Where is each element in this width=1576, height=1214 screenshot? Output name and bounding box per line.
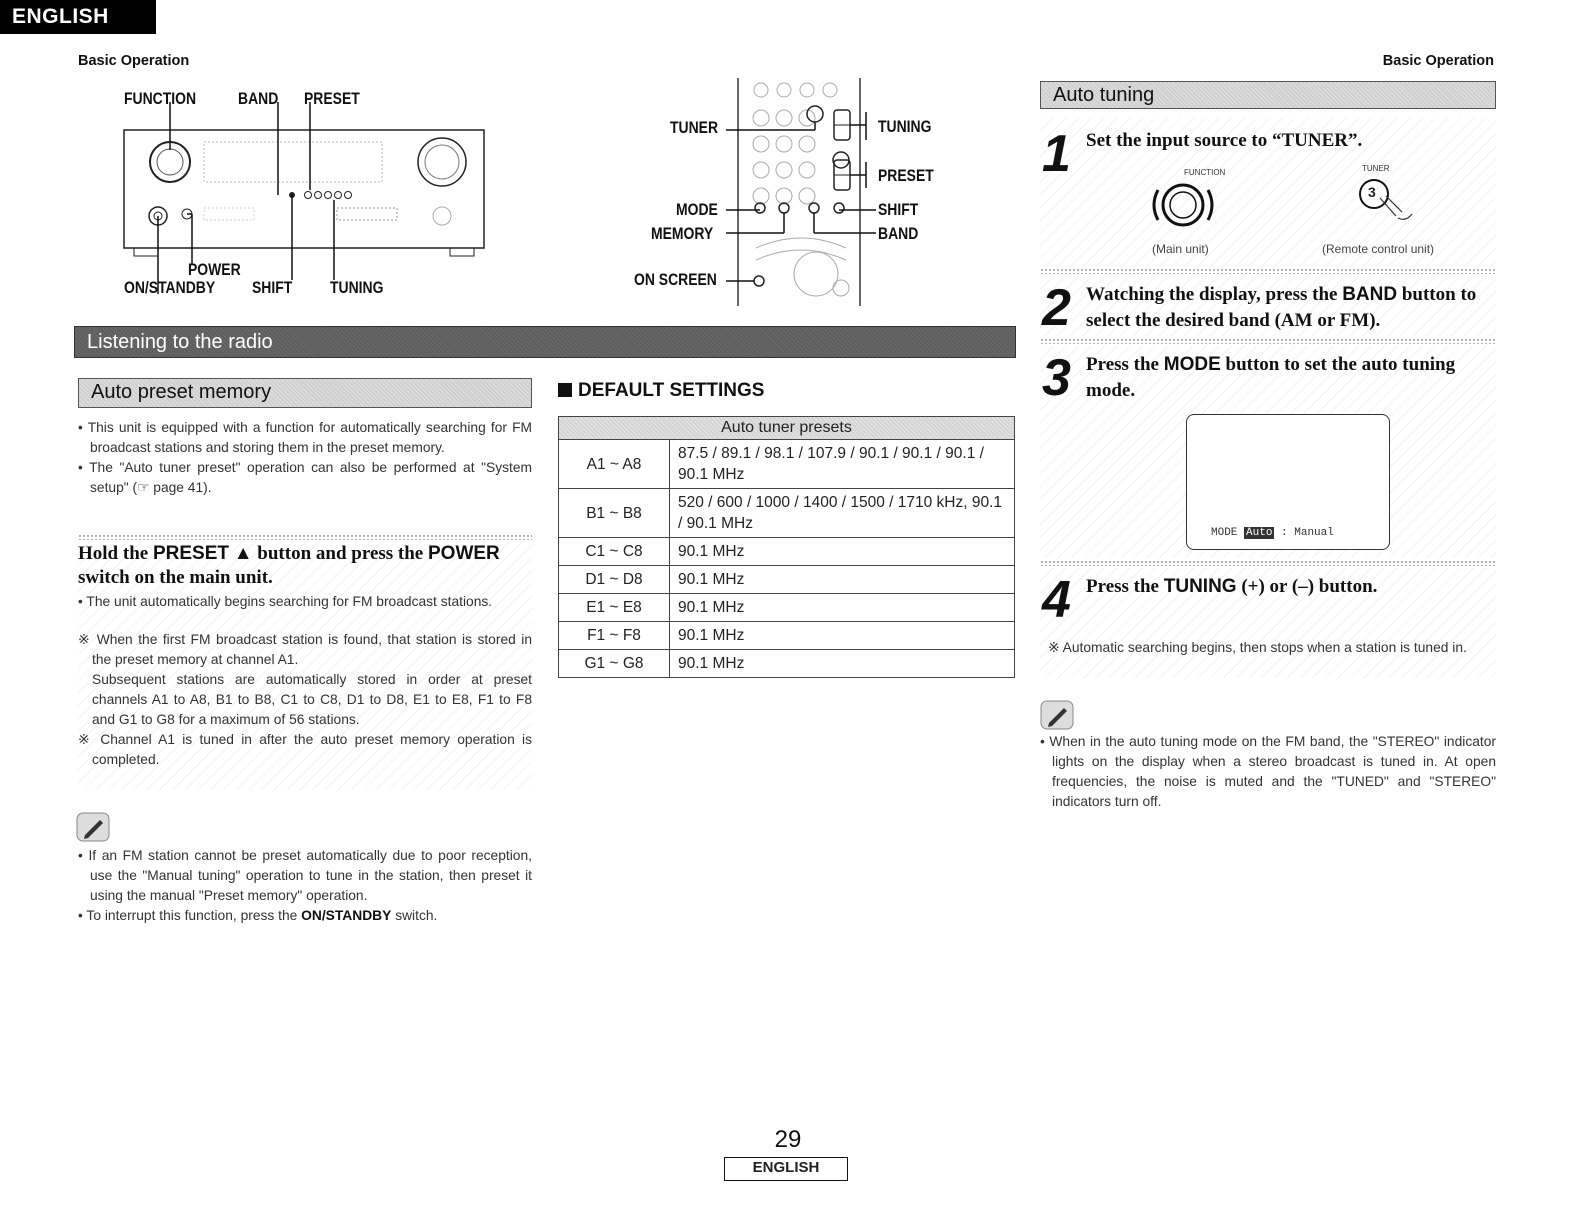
remote-label-on-screen: ON SCREEN bbox=[634, 270, 717, 289]
preset-range-cell: A1 ~ A8 bbox=[559, 440, 670, 489]
remote-label-band: BAND bbox=[878, 224, 919, 243]
auto-tuning-tips bbox=[1040, 732, 1496, 812]
function-small-label: FUNCTION bbox=[1184, 168, 1226, 177]
preset-range-cell: C1 ~ C8 bbox=[559, 538, 670, 566]
step-number: 1 bbox=[1042, 125, 1071, 183]
auto-preset-bullet-1: • This unit is equipped with a function for automatically searching for FM broadcast stations and storing them in the preset memory. bbox=[78, 420, 532, 455]
step-number: 3 bbox=[1042, 349, 1071, 407]
instruction-block bbox=[78, 540, 532, 790]
lcd-auto-indicator: Auto bbox=[1246, 527, 1273, 539]
default-settings-heading: DEFAULT SETTINGS bbox=[558, 380, 764, 402]
note-mark-icon: ※ bbox=[78, 732, 93, 747]
auto-preset-bullet-2: • The "Auto tuner preset" operation can also be performed at "System setup" (☞ page 41). bbox=[78, 460, 532, 495]
step-3 bbox=[1040, 346, 1496, 558]
main-unit-illustration bbox=[112, 82, 512, 302]
preset-values-cell: 520 / 600 / 1000 / 1400 / 1500 / 1710 kHz, 90.1 / 90.1 MHz bbox=[670, 489, 1015, 538]
label-power: POWER bbox=[188, 260, 241, 279]
table-row bbox=[559, 566, 1015, 594]
instruction-bullet: • The unit automatically begins searching for FM broadcast stations. bbox=[78, 594, 493, 609]
tip-1: • If an FM station cannot be preset automatically due to poor reception, use the "Manual tuning" operation to tune in the station, then preset it using the manual "Preset memory" operation. bbox=[78, 848, 532, 903]
pencil-note-icon bbox=[1040, 700, 1074, 730]
step-4 bbox=[1040, 568, 1496, 678]
step-text: Watching the display, press the BAND button to select the desired band (AM or FM). bbox=[1086, 284, 1477, 331]
step-2 bbox=[1040, 276, 1496, 336]
step-text: Press the TUNING (+) or (–) button. bbox=[1086, 576, 1378, 597]
label-function: FUNCTION bbox=[124, 89, 197, 108]
footer-language: ENGLISH bbox=[724, 1157, 848, 1181]
preset-range-cell: D1 ~ D8 bbox=[559, 566, 670, 594]
note-3: ※ Channel A1 is tuned in after the auto preset memory operation is completed. bbox=[78, 732, 532, 767]
language-tab: ENGLISH bbox=[0, 0, 156, 34]
pencil-note-icon bbox=[76, 812, 110, 842]
main-unit-diagram bbox=[112, 82, 512, 302]
remote-diagram bbox=[726, 78, 876, 306]
label-preset: PRESET bbox=[304, 89, 360, 108]
separator bbox=[1040, 268, 1496, 274]
table-row bbox=[559, 650, 1015, 678]
running-head-left: Basic Operation bbox=[78, 53, 190, 69]
label-shift: SHIFT bbox=[252, 278, 293, 297]
remote-illustration bbox=[726, 78, 876, 306]
preset-values-cell: 90.1 MHz bbox=[670, 622, 1015, 650]
table-header: Auto tuner presets bbox=[559, 417, 1015, 440]
remote-key-press-icon bbox=[1346, 170, 1426, 230]
preset-range-cell: G1 ~ G8 bbox=[559, 650, 670, 678]
note-mark-icon: ※ bbox=[1048, 640, 1060, 655]
label-tuning: TUNING bbox=[330, 278, 384, 297]
preset-values-cell: 90.1 MHz bbox=[670, 538, 1015, 566]
preset-values-cell: 90.1 MHz bbox=[670, 594, 1015, 622]
step-text: Set the input source to “TUNER”. bbox=[1086, 130, 1363, 151]
remote-label-mode: MODE bbox=[676, 200, 718, 219]
preset-range-cell: E1 ~ E8 bbox=[559, 594, 670, 622]
tip-1: • When in the auto tuning mode on the FM band, the "STEREO" indicator lights on the display when a stereo broadcast is tuned in. At open frequencies, the noise is muted and the "TUNED" and "STEREO" indicators turn off. bbox=[1040, 734, 1496, 809]
auto-preset-tips bbox=[78, 846, 532, 926]
preset-values-cell: 87.5 / 89.1 / 98.1 / 107.9 / 90.1 / 90.1 / 90.1 / 90.1 MHz bbox=[670, 440, 1015, 489]
running-head-right: Basic Operation bbox=[1382, 53, 1494, 69]
tuner-small-label: TUNER bbox=[1362, 164, 1390, 173]
up-arrow-icon: ▲ bbox=[233, 543, 253, 564]
label-band: BAND bbox=[238, 89, 279, 108]
page-number: 29 bbox=[774, 1126, 802, 1153]
table-row bbox=[559, 489, 1015, 538]
step-1 bbox=[1040, 118, 1496, 268]
lcd-readout: MODE Auto : Manual bbox=[1211, 527, 1334, 539]
note-1: ※ When the first FM broadcast station is found, that station is stored in the preset memory at channel A1. bbox=[78, 632, 532, 667]
default-settings-table bbox=[558, 416, 1015, 678]
note-2: Subsequent stations are automatically stored in order at preset channels A1 to A8, B1 to B8, C1 to C8, D1 to D8, E1 to E8, F1 to F8 and G1 to G8 for a maximum of 56 stations. bbox=[92, 672, 532, 727]
main-unit-caption: (Main unit) bbox=[1152, 242, 1209, 256]
instruction-heading: Hold the PRESET ▲ button and press the POWER switch on the main unit. bbox=[78, 543, 500, 588]
label-on-standby: ON/STANDBY bbox=[124, 278, 216, 297]
section-bar-listening: Listening to the radio bbox=[74, 326, 1016, 358]
table-row bbox=[559, 440, 1015, 489]
table-row bbox=[559, 622, 1015, 650]
preset-range-cell: B1 ~ B8 bbox=[559, 489, 670, 538]
step-4-note: ※ Automatic searching begins, then stops when a station is tuned in. bbox=[1048, 640, 1467, 655]
remote-caption: (Remote control unit) bbox=[1322, 242, 1435, 256]
tip-2: • To interrupt this function, press the ON/STANDBY switch. bbox=[78, 908, 438, 923]
step-number: 2 bbox=[1042, 279, 1071, 337]
separator bbox=[1040, 560, 1496, 566]
table-row bbox=[559, 594, 1015, 622]
auto-preset-title: Auto preset memory bbox=[78, 378, 532, 408]
function-knob-icon bbox=[1148, 176, 1218, 234]
key-number: 3 bbox=[1368, 184, 1376, 200]
remote-label-tuning: TUNING bbox=[878, 117, 932, 136]
step-text: Press the MODE button to set the auto tuning mode. bbox=[1086, 354, 1456, 401]
remote-label-tuner: TUNER bbox=[670, 118, 719, 137]
lcd-display bbox=[1186, 414, 1390, 550]
preset-values-cell: 90.1 MHz bbox=[670, 566, 1015, 594]
auto-preset-intro bbox=[78, 418, 532, 498]
preset-range-cell: F1 ~ F8 bbox=[559, 622, 670, 650]
separator bbox=[1040, 338, 1496, 344]
auto-tuning-title: Auto tuning bbox=[1040, 81, 1496, 109]
remote-label-memory: MEMORY bbox=[651, 224, 714, 243]
preset-values-cell: 90.1 MHz bbox=[670, 650, 1015, 678]
remote-label-preset: PRESET bbox=[878, 166, 934, 185]
note-mark-icon: ※ bbox=[78, 632, 92, 647]
square-bullet-icon bbox=[558, 383, 572, 397]
remote-label-shift: SHIFT bbox=[878, 200, 919, 219]
instruction-body bbox=[78, 592, 532, 770]
table-row bbox=[559, 538, 1015, 566]
step-number: 4 bbox=[1042, 571, 1071, 629]
